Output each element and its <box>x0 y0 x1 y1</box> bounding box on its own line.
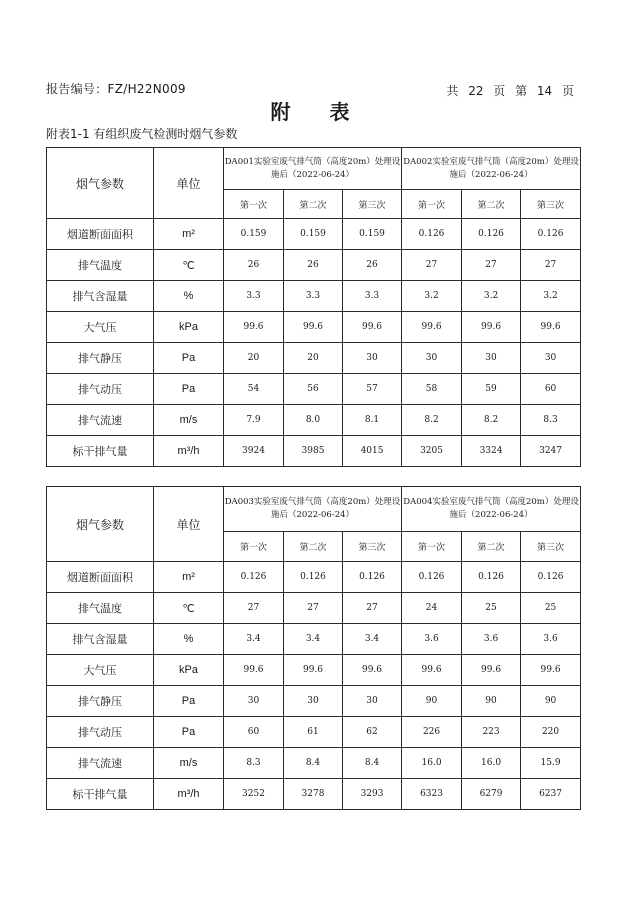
value-cell: 60 <box>521 374 581 405</box>
value-cell: 99.6 <box>462 312 521 343</box>
value-cell: 61 <box>284 717 343 748</box>
value-cell: 30 <box>402 343 462 374</box>
value-cell: 99.6 <box>343 312 402 343</box>
value-cell: 26 <box>343 250 402 281</box>
group-header-da003: DA003实验室废气排气筒（高度20m）处理设施后（2022-06-24） <box>224 487 402 532</box>
value-cell: 3.4 <box>343 624 402 655</box>
value-cell: 56 <box>284 374 343 405</box>
table-row <box>47 593 581 624</box>
value-cell: 99.6 <box>402 312 462 343</box>
value-cell: 3.4 <box>284 624 343 655</box>
row-unit: m/s <box>154 748 224 779</box>
trial-header: 第一次 <box>402 532 462 562</box>
row-label: 排气含湿量 <box>47 281 154 312</box>
value-cell: 30 <box>521 343 581 374</box>
value-cell: 90 <box>402 686 462 717</box>
value-cell: 0.126 <box>462 562 521 593</box>
value-cell: 60 <box>224 717 284 748</box>
value-cell: 0.126 <box>284 562 343 593</box>
value-cell: 0.159 <box>343 219 402 250</box>
value-cell: 26 <box>224 250 284 281</box>
flue-gas-table-1 <box>46 147 581 467</box>
value-cell: 8.1 <box>343 405 402 436</box>
table-caption: 附表1-1 有组织废气检测时烟气参数 <box>46 127 238 141</box>
value-cell: 0.159 <box>224 219 284 250</box>
value-cell: 0.126 <box>224 562 284 593</box>
value-cell: 0.126 <box>521 562 581 593</box>
value-cell: 27 <box>284 593 343 624</box>
row-label: 排气动压 <box>47 717 154 748</box>
value-cell: 99.6 <box>521 655 581 686</box>
value-cell: 99.6 <box>224 312 284 343</box>
table-row <box>47 374 581 405</box>
row-label: 排气流速 <box>47 405 154 436</box>
value-cell: 20 <box>224 343 284 374</box>
value-cell: 8.4 <box>284 748 343 779</box>
value-cell: 8.3 <box>224 748 284 779</box>
value-cell: 58 <box>402 374 462 405</box>
group-header-da002: DA002实验室废气排气筒（高度20m）处理设施后（2022-06-24） <box>402 148 581 190</box>
table-row <box>47 624 581 655</box>
row-label: 标干排气量 <box>47 436 154 467</box>
table-row <box>47 312 581 343</box>
report-number: 报告编号：FZ/H22N009 <box>46 82 186 96</box>
table-row <box>47 405 581 436</box>
value-cell: 8.3 <box>521 405 581 436</box>
table-row <box>47 717 581 748</box>
value-cell: 0.126 <box>402 562 462 593</box>
trial-header: 第二次 <box>284 532 343 562</box>
row-unit: % <box>154 281 224 312</box>
value-cell: 27 <box>343 593 402 624</box>
trial-header: 第二次 <box>462 190 521 219</box>
row-unit: kPa <box>154 312 224 343</box>
value-cell: 3.4 <box>224 624 284 655</box>
group-header-da004: DA004实验室废气排气筒（高度20m）处理设施后（2022-06-24） <box>402 487 581 532</box>
value-cell: 27 <box>402 250 462 281</box>
table-row <box>47 686 581 717</box>
value-cell: 8.2 <box>462 405 521 436</box>
value-cell: 8.4 <box>343 748 402 779</box>
value-cell: 0.126 <box>462 219 521 250</box>
value-cell: 6279 <box>462 779 521 810</box>
value-cell: 0.126 <box>521 219 581 250</box>
value-cell: 3324 <box>462 436 521 467</box>
value-cell: 16.0 <box>402 748 462 779</box>
trial-header: 第三次 <box>521 532 581 562</box>
value-cell: 30 <box>462 343 521 374</box>
trial-header: 第三次 <box>343 190 402 219</box>
row-unit: m/s <box>154 405 224 436</box>
row-label: 标干排气量 <box>47 779 154 810</box>
table-row <box>47 562 581 593</box>
value-cell: 8.0 <box>284 405 343 436</box>
value-cell: 3293 <box>343 779 402 810</box>
param-header: 烟气参数 <box>47 148 154 219</box>
value-cell: 20 <box>284 343 343 374</box>
value-cell: 8.2 <box>402 405 462 436</box>
value-cell: 3.2 <box>462 281 521 312</box>
value-cell: 7.9 <box>224 405 284 436</box>
value-cell: 99.6 <box>521 312 581 343</box>
table-row <box>47 219 581 250</box>
row-unit: Pa <box>154 374 224 405</box>
value-cell: 3.6 <box>402 624 462 655</box>
value-cell: 99.6 <box>284 312 343 343</box>
value-cell: 99.6 <box>284 655 343 686</box>
page-title: 附 表 <box>270 100 366 124</box>
value-cell: 6323 <box>402 779 462 810</box>
trial-header: 第一次 <box>402 190 462 219</box>
value-cell: 27 <box>462 250 521 281</box>
value-cell: 220 <box>521 717 581 748</box>
trial-header: 第一次 <box>224 190 284 219</box>
row-unit: m² <box>154 219 224 250</box>
value-cell: 99.6 <box>402 655 462 686</box>
table-row <box>47 436 581 467</box>
value-cell: 59 <box>462 374 521 405</box>
row-label: 排气流速 <box>47 748 154 779</box>
value-cell: 30 <box>343 686 402 717</box>
group-header-da001: DA001实验室废气排气筒（高度20m）处理设施后（2022-06-24） <box>224 148 402 190</box>
value-cell: 25 <box>462 593 521 624</box>
row-unit: Pa <box>154 343 224 374</box>
row-label: 烟道断面面积 <box>47 219 154 250</box>
value-cell: 90 <box>521 686 581 717</box>
value-cell: 3.6 <box>462 624 521 655</box>
table-row <box>47 250 581 281</box>
row-label: 烟道断面面积 <box>47 562 154 593</box>
row-unit: ℃ <box>154 250 224 281</box>
row-label: 排气静压 <box>47 343 154 374</box>
row-label: 排气动压 <box>47 374 154 405</box>
value-cell: 3247 <box>521 436 581 467</box>
value-cell: 27 <box>224 593 284 624</box>
value-cell: 223 <box>462 717 521 748</box>
param-header: 烟气参数 <box>47 487 154 562</box>
value-cell: 3.2 <box>521 281 581 312</box>
value-cell: 0.126 <box>402 219 462 250</box>
row-label: 排气温度 <box>47 250 154 281</box>
value-cell: 6237 <box>521 779 581 810</box>
value-cell: 27 <box>521 250 581 281</box>
trial-header: 第三次 <box>343 532 402 562</box>
value-cell: 3278 <box>284 779 343 810</box>
value-cell: 4015 <box>343 436 402 467</box>
value-cell: 99.6 <box>224 655 284 686</box>
value-cell: 54 <box>224 374 284 405</box>
row-unit: ℃ <box>154 593 224 624</box>
row-unit: Pa <box>154 686 224 717</box>
value-cell: 0.126 <box>343 562 402 593</box>
page-info: 共 22 页 第 14 页 <box>446 84 574 98</box>
value-cell: 15.9 <box>521 748 581 779</box>
row-unit: m³/h <box>154 779 224 810</box>
value-cell: 3.6 <box>521 624 581 655</box>
value-cell: 3.3 <box>343 281 402 312</box>
value-cell: 30 <box>284 686 343 717</box>
row-label: 排气温度 <box>47 593 154 624</box>
value-cell: 90 <box>462 686 521 717</box>
value-cell: 99.6 <box>343 655 402 686</box>
flue-gas-table-2 <box>46 486 581 810</box>
value-cell: 99.6 <box>462 655 521 686</box>
unit-header: 单位 <box>154 148 224 219</box>
value-cell: 226 <box>402 717 462 748</box>
row-unit: Pa <box>154 717 224 748</box>
table-row <box>47 281 581 312</box>
value-cell: 26 <box>284 250 343 281</box>
value-cell: 3.2 <box>402 281 462 312</box>
value-cell: 3985 <box>284 436 343 467</box>
row-label: 大气压 <box>47 655 154 686</box>
row-label: 排气静压 <box>47 686 154 717</box>
value-cell: 30 <box>224 686 284 717</box>
value-cell: 3252 <box>224 779 284 810</box>
value-cell: 16.0 <box>462 748 521 779</box>
value-cell: 3205 <box>402 436 462 467</box>
value-cell: 0.159 <box>284 219 343 250</box>
table-row <box>47 343 581 374</box>
row-unit: m² <box>154 562 224 593</box>
value-cell: 24 <box>402 593 462 624</box>
value-cell: 62 <box>343 717 402 748</box>
value-cell: 25 <box>521 593 581 624</box>
value-cell: 57 <box>343 374 402 405</box>
trial-header: 第二次 <box>284 190 343 219</box>
value-cell: 3.3 <box>224 281 284 312</box>
row-unit: kPa <box>154 655 224 686</box>
row-unit: % <box>154 624 224 655</box>
value-cell: 3924 <box>224 436 284 467</box>
row-unit: m³/h <box>154 436 224 467</box>
trial-header: 第二次 <box>462 532 521 562</box>
trial-header: 第一次 <box>224 532 284 562</box>
trial-header: 第三次 <box>521 190 581 219</box>
table-row <box>47 779 581 810</box>
value-cell: 30 <box>343 343 402 374</box>
table-row <box>47 655 581 686</box>
unit-header: 单位 <box>154 487 224 562</box>
row-label: 排气含湿量 <box>47 624 154 655</box>
table-row <box>47 748 581 779</box>
row-label: 大气压 <box>47 312 154 343</box>
value-cell: 3.3 <box>284 281 343 312</box>
